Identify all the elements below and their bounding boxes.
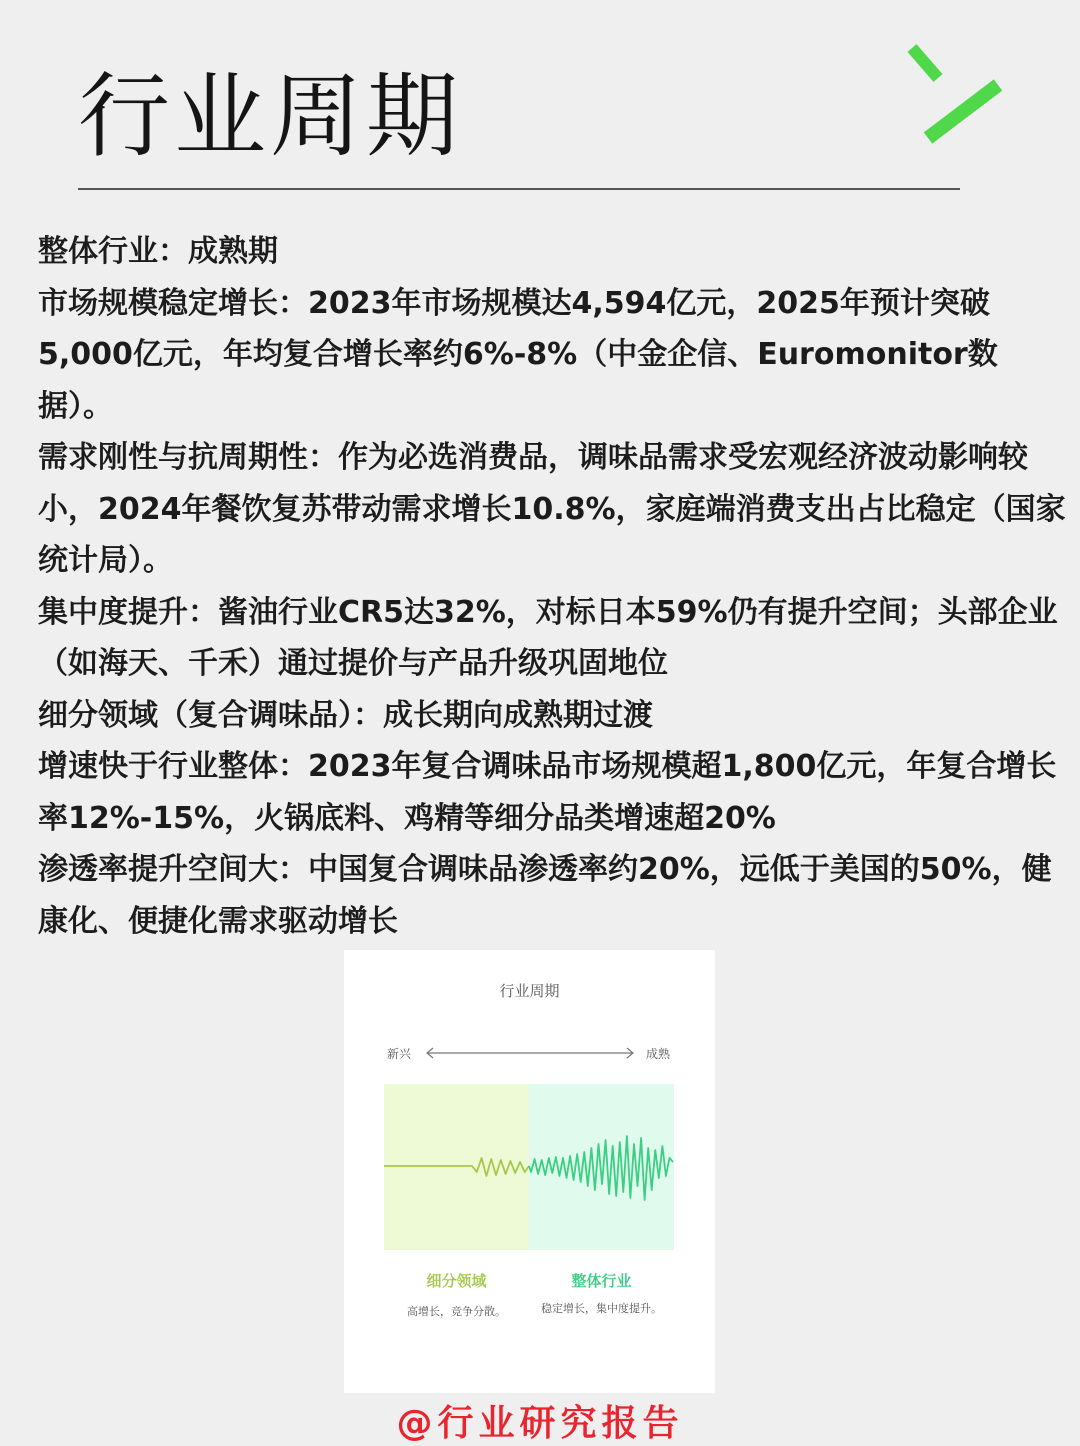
whole-industry-description: 稳定增长，集中度提升。 (541, 1302, 662, 1315)
cycle-wave-chart (384, 1084, 674, 1250)
paragraph-penetration: 渗透率提升空间大：中国复合调味品渗透率约20%，远低于美国的50%，健康化、便捷化需求驱动增长 (38, 852, 1052, 939)
paragraph-segment-stage: 细分领域（复合调味品）：成长期向成熟期过渡 (38, 697, 653, 733)
industry-cycle-figure (344, 950, 715, 1393)
figure-title: 行业周期 (499, 982, 560, 1000)
paragraph-growth: 增速快于行业整体：2023年复合调味品市场规模超1,800亿元，年复合增长率12%-15%，火锅底料、鸡精等细分品类增速超20% (38, 749, 1057, 836)
article-body (38, 226, 1068, 947)
segment-description: 高增长，竞争分散。 (407, 1305, 506, 1318)
green-slash-decoration (900, 40, 1010, 150)
title-divider (78, 188, 960, 190)
footer-watermark: @行业研究报告 (396, 1403, 684, 1444)
paragraph-market-size: 市场规模稳定增长：2023年市场规模达4,594亿元，2025年预计突破5,000亿元，年均复合增长率约6%-8%（中金企信、Euromonitor数据）。 (38, 285, 998, 424)
paragraph-demand: 需求刚性与抗周期性：作为必选消费品，调味品需求受宏观经济波动影响较小，2024年餐饮复苏带动需求增长10.8%，家庭端消费支出占比稳定（国家统计局）。 (38, 440, 1066, 578)
page-title: 行业周期 (78, 63, 463, 170)
axis-label-emerging: 新兴 (387, 1047, 412, 1061)
paragraph-concentration: 集中度提升：酱油行业CR5达32%，对标日本59%仍有提升空间；头部企业（如海天、千禾）通过提价与产品升级巩固地位 (38, 594, 1058, 681)
double-arrow-icon (424, 1046, 636, 1060)
paragraph-overall-stage: 整体行业：成熟期 (38, 234, 278, 269)
axis-label-mature: 成熟 (646, 1047, 671, 1061)
segment-label: 细分领域 (426, 1272, 487, 1290)
whole-industry-label: 整体行业 (571, 1272, 632, 1290)
